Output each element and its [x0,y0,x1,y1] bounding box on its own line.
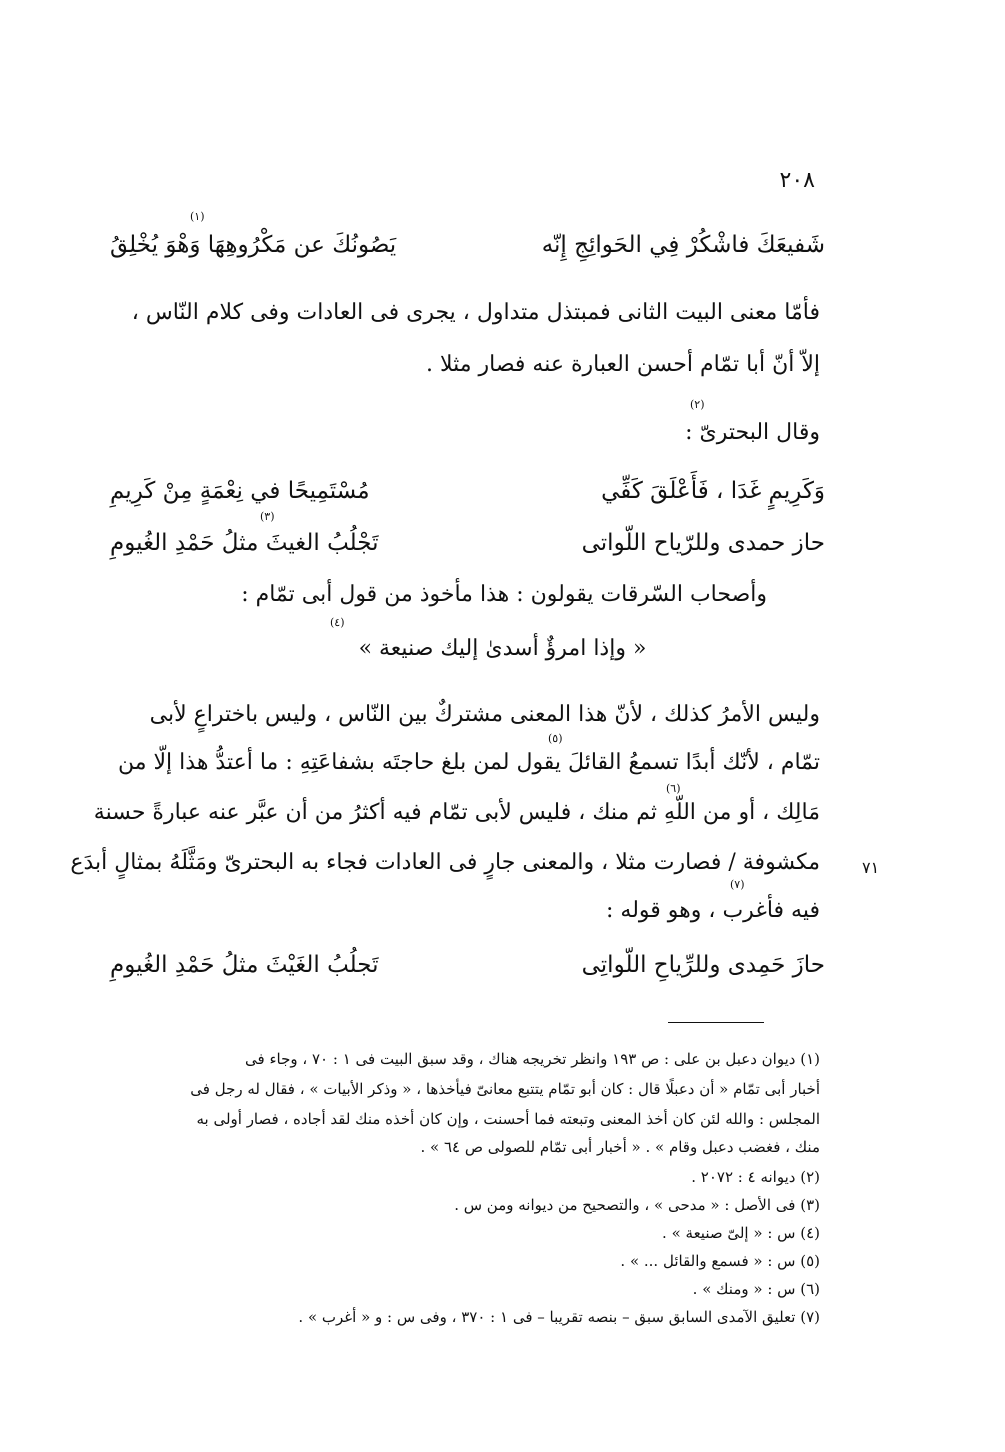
footnote-mark-4: (٤) [330,616,345,629]
footnote-2: (٢) ديوانه ٤ : ٢٠٧٢ . [691,1168,820,1186]
page-number: ٢٠٨ [779,168,815,193]
footnote-4: (٤) س : « إلىّ صنيعة » . [662,1224,820,1242]
paragraph-4-line-5: فيه فأغرب ، وهو قوله : [606,898,820,923]
footnote-3: (٣) فى الأصل : « مدحى » ، والتصحيح من ديوانه ومن س . [454,1196,820,1214]
verse-3-second-hemistich: تَجْلُبُ الغيثَ مثلُ حَمْدِ الغُيومِ [110,530,379,556]
verse-2-second-hemistich: مُسْتَمِيحًا في نِعْمَةٍ مِنْ كَرِيمِ [110,478,370,504]
footnote-7: (٧) تعليق الآمدى السابق سبق – بنصه تقريبا – فى ١ : ٣٧٠ ، وفى س : و « أغرب » . [298,1308,820,1326]
footnote-1-line-1: (١) ديوان دعبل بن على : ص ١٩٣ وانظر تخريجه هناك ، وقد سبق البيت فى ١ : ٧٠ ، وجاء فى [245,1050,820,1068]
paragraph-3: وأصحاب السّرقات يقولون : هذا مأخوذ من قول أبى تمّام : [241,582,767,607]
verse-4-second-hemistich: تَجلُبُ الغَيْثَ مثلُ حَمْدِ الغُيومِ [110,952,379,978]
verse-1-second-hemistich: يَصُونُكَ عن مَكْرُوهِهَا وَهْوَ يُخْلِقُ [110,232,397,258]
footnote-mark-7: (٧) [730,878,745,891]
verse-1 [110,210,825,272]
footnote-5: (٥) س : « فسمع والقائل ... » . [620,1252,820,1270]
margin-page-number: ٧١ [862,858,880,877]
verse-2-first-hemistich: وَكَرِيمٍ غَدَا ، فَأَعْلَقَ كَفِّي [601,478,825,504]
verse-1-first-hemistich: شَفيعَكَ فاشْكُرْ فِي الحَوائِجِ إِنّه [541,232,825,258]
footnote-1-line-3: المجلس : والله لئن كان أخذ المعنى وتبعته فما أحسنت ، وإن كان أخذه منك لقد أجاده ، فصار أولى به [196,1110,820,1128]
paragraph-4-line-4: مكشوفة / فصارت مثلا ، والمعنى جارٍ فى العادات فجاء به البحترىّ ومَثَّلَهُ بمثالٍ أبدَع [70,850,820,875]
paragraph-1-line-2: إلاّ أنّ أبا تمّام أحسن العبارة عنه فصار مثلا . [425,352,820,377]
verse-4-first-hemistich: حازَ حَمِدى وللرِّياحِ اللّواتِى [581,952,825,978]
quoted-hemistich: « وإذا امرؤٌ أسدىٰ إليك صنيعة » [358,636,647,661]
footnote-1-line-4: منك ، فغضب دعبل وقام » . « أخبار أبى تمّام للصولى ص ٦٤ » . [420,1138,820,1156]
verse-3-first-hemistich: حاز حمدى وللرّياح اللّواتى [581,530,825,556]
footnote-mark-6: (٦) [666,782,681,795]
paragraph-4-line-2: تمّام ، لأنّك أبدًا تسمعُ القائلَ يقول لمن بلغ حاجتَه بشفاعَتِهِ : ما أعتدُّ هذا إلّا من [117,750,820,775]
footnote-mark-2: (٢) [690,398,705,411]
footnote-mark-1: (١) [190,210,205,223]
footnote-1-line-2: أخبار أبى تمّام « أن دعبلًا قال : كان أبو تمّام يتتبع معانىّ فيأخذها ، « وذكر الأبيات » ، فقال له رجل فى [190,1080,820,1098]
paragraph-4-line-3: مَالِك ، أو من اللّهِ ثم منك ، فليس لأبى تمّام فيه أكثرُ من أن عبَّر عنه عبارةً حسنة [93,800,820,825]
verse-2 [110,478,825,518]
footnote-separator [668,1022,764,1023]
verse-3 [110,510,825,570]
footnote-mark-5: (٥) [548,732,563,745]
footnote-6: (٦) س : « ومنك » . [692,1280,820,1298]
paragraph-1-line-1: فأمّا معنى البيت الثانى فمبتذل متداول ، يجرى فى العادات وفى كلام النّاس ، [131,300,820,325]
paragraph-4-line-1: وليس الأمرُ كذلك ، لأنّ هذا المعنى مشتركٌ بين النّاس ، وليس باختراعٍ لأبى [149,702,820,727]
paragraph-2: وقال البحترىّ : [685,420,820,445]
footnote-mark-3: (٣) [260,510,275,523]
verse-4 [110,952,825,992]
